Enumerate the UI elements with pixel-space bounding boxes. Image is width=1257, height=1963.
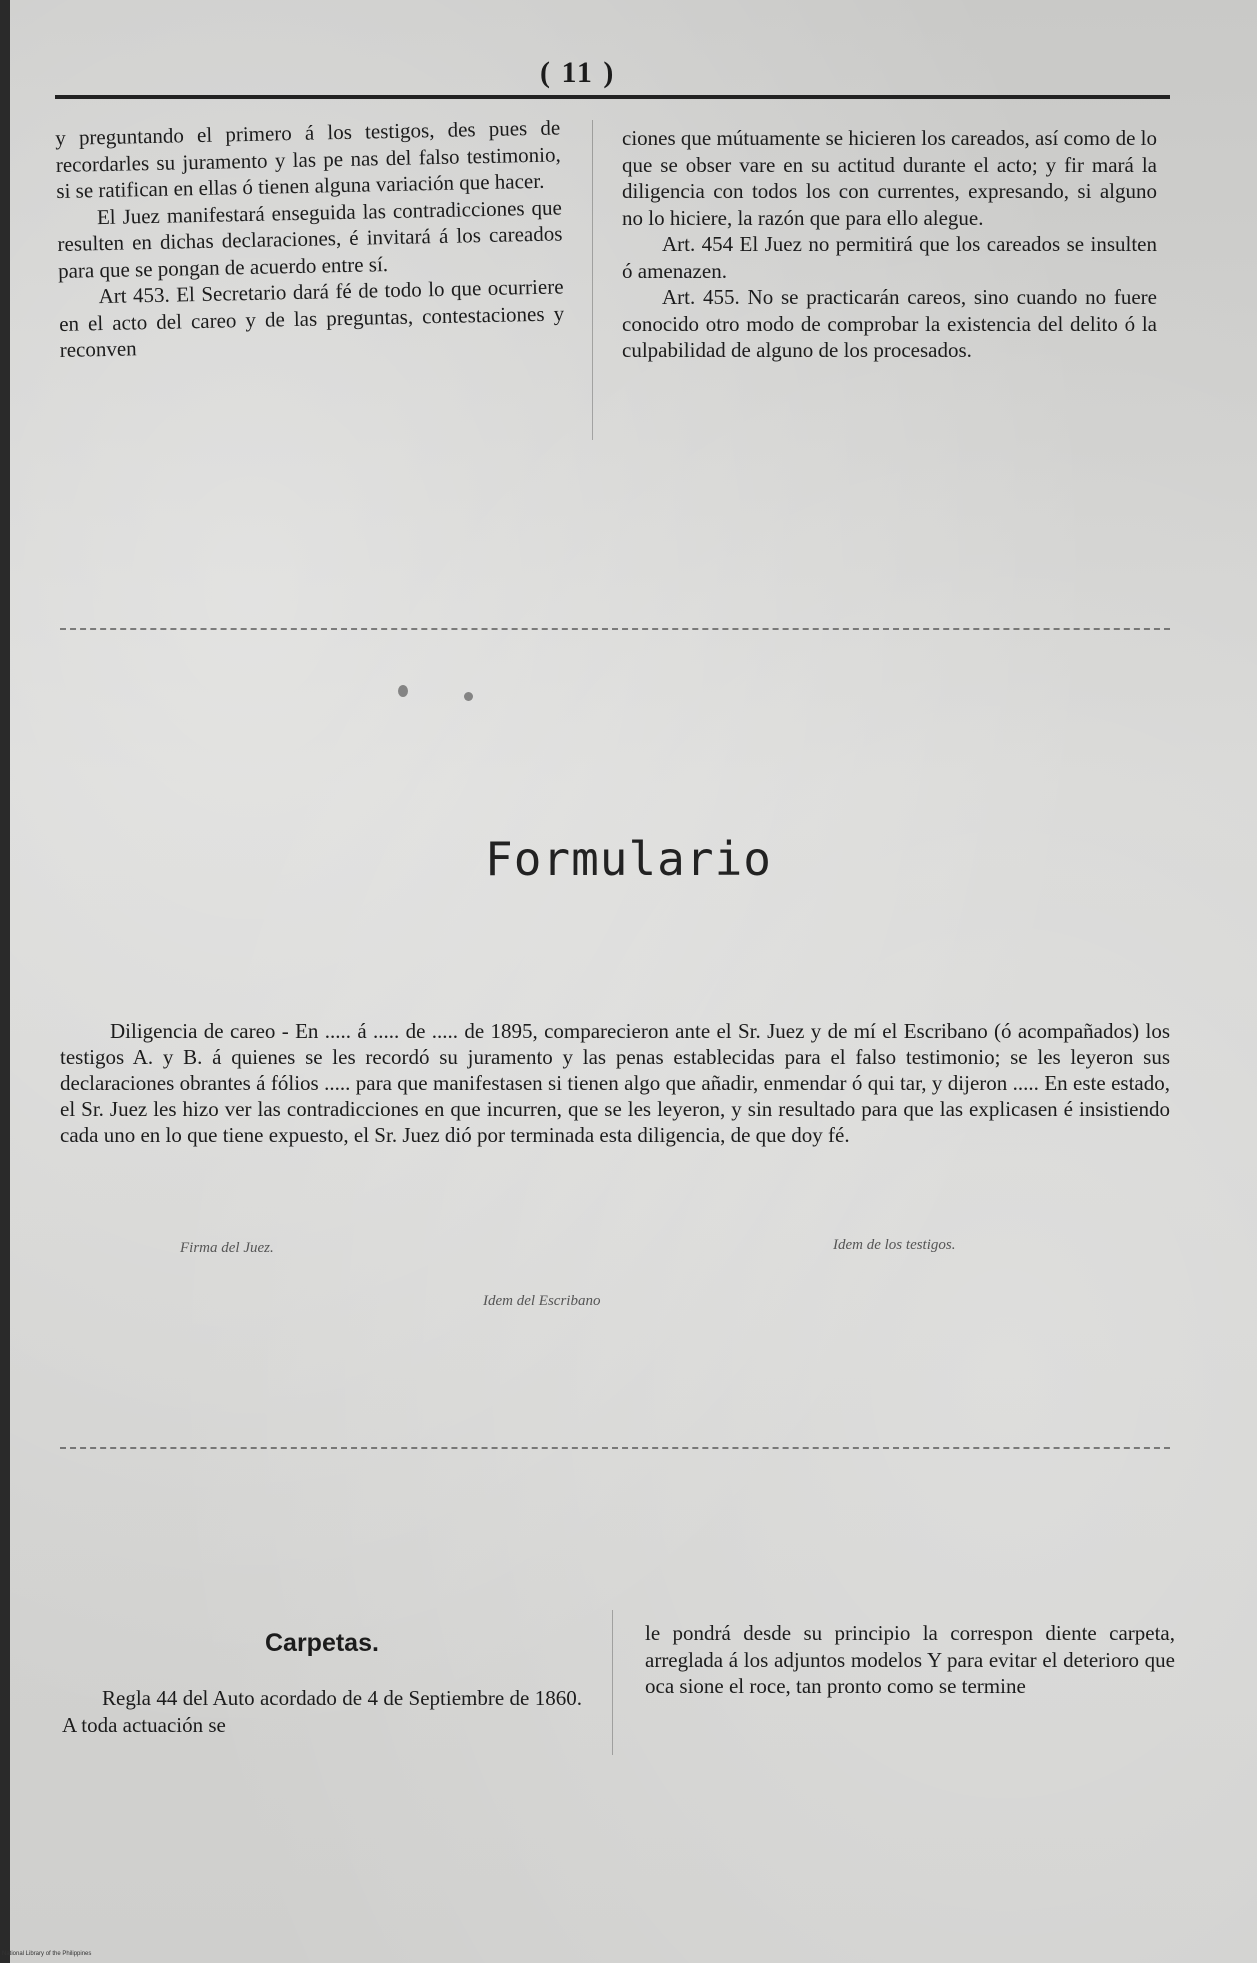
column-divider (592, 120, 593, 440)
signature-judge: Firma del Juez. (180, 1240, 274, 1256)
paragraph: Art 453. El Secretario dará fé de todo lo que ocurriere en el acto del careo y de las preguntas, contestaciones y reconven (58, 274, 565, 362)
paragraph: ciones que mútuamente se hicieren los careados, así como de lo que se obser vare en su actitud durante el acto; y fir mará la diligencia con todos los con currentes, expresando, si alguno no lo hiciere, la razón que para ello alegue. (622, 126, 1157, 230)
ink-spot (398, 685, 408, 697)
page-number: ( 11 ) (540, 56, 616, 89)
ink-spot (464, 692, 473, 701)
formulario-body: Diligencia de careo - En ..... á ..... de ..... de 1895, comparecieron ante el Sr. Juez y de mí el Escribano (ó acompañados) los testigos A. y B. á quienes se les recordó su juramento y las penas establecidas para el falso testimonio; se les leyeron sus declaraciones obrantes á fólios ..... para que manifestasen si tienen algo que añadir, enmendar ó qui tar, y dijeron ..... En este estado, el Sr. Juez les hizo ver las contradicciones en que incurren, que se les leyeron, y sin resultado para que las explicasen é insistiendo cada uno en lo que tiene expuesto, el Sr. Juez dió por terminada esta diligencia, de que doy fé. (60, 1019, 1170, 1147)
paragraph: Regla 44 del Auto acordado de 4 de Septiembre de 1860. A toda actuación se (62, 1686, 582, 1737)
bottom-left-column (62, 1685, 582, 1738)
scan-edge (0, 0, 10, 1963)
bottom-right-column (645, 1620, 1175, 1700)
paragraph: le pondrá desde su principio la correspon diente carpeta, arreglada á los adjuntos modelos Y para evitar el deterioro que oca sione el roce, tan pronto como se termine (645, 1621, 1175, 1698)
paragraph: Art. 454 El Juez no permitirá que los careados se insulten ó amenazen. (622, 232, 1157, 283)
formulario-title: Formulario (485, 832, 772, 886)
footer-credit: National Library of the Philippines (2, 1951, 92, 1957)
section-divider (60, 628, 1170, 630)
signature-clerk: Idem del Escribano (483, 1293, 601, 1309)
signature-witnesses: Idem de los testigos. (833, 1237, 956, 1253)
top-right-column (622, 125, 1157, 364)
paragraph: Art. 455. No se practicarán careos, sino cuando no fuere conocido otro modo de comprobar la existencia del delito ó la culpabilidad de alguno de los procesados. (622, 285, 1157, 362)
top-left-column (55, 114, 565, 363)
column-divider (612, 1610, 613, 1755)
header-rule (55, 95, 1170, 99)
section-divider (60, 1447, 1170, 1449)
paragraph: y preguntando el primero á los testigos, des pues de recordarles su juramento y las pe nas del falso testimonio, si se ratifican en ellas ó tienen alguna variación que hacer. (55, 115, 561, 203)
carpetas-title: Carpetas. (265, 1629, 379, 1657)
paragraph: El Juez manifestará enseguida las contradicciones que resulten en dichas declaraciones, é invitará á los careados para que se pongan de acuerdo entre sí. (57, 194, 563, 283)
